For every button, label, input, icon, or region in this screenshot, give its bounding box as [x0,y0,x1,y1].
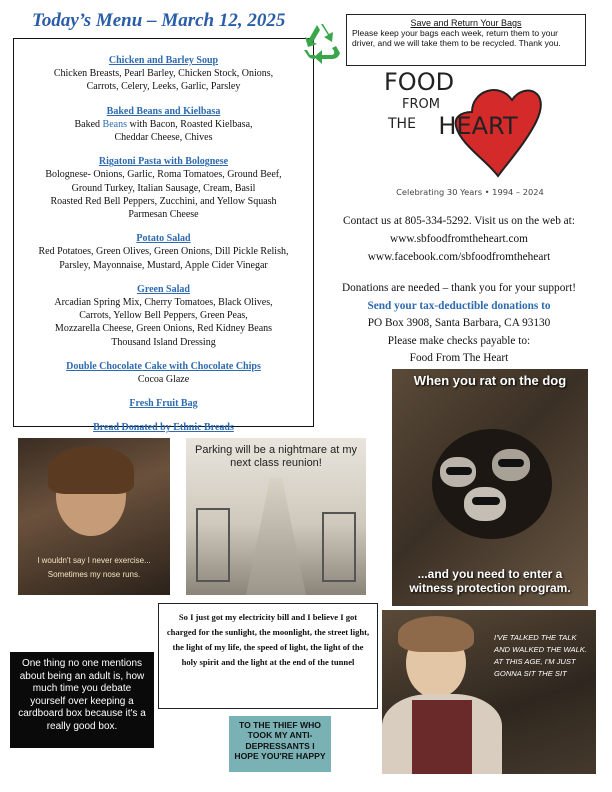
dish-desc: Carrots, Yellow Bell Peppers, Green Peas, [79,310,248,322]
facebook-link[interactable]: www.facebook.com/sbfoodfromtheheart [367,251,551,263]
donation-line: Donations are needed – thank you for your support! [341,282,577,294]
dish-desc: Chicken Breasts, Pearl Barley, Chicken Stock, Onions, [53,68,274,80]
dish-name: Bread Donated by Ethnic Breads [93,422,234,434]
menu-item [14,397,313,410]
dish-name: Chicken and Barley Soup [108,55,219,66]
cardboard-text: One thing no one mentions about being an adult is, how much time you debate yourself over keeping a cardboard box because it's a really good box. [18,658,146,732]
food-from-the-heart-logo [380,64,560,200]
dish-desc: Mozzarella Cheese, Green Onions, Red Kidney Beans [54,323,273,335]
dish-desc: Bolognese- Onions, Garlic, Roma Tomatoes, Ground Beef, [45,169,282,181]
queen-meme [382,610,596,774]
donation-info [316,280,602,368]
logo-food: FOOD [384,68,455,96]
contact-info [326,212,592,266]
menu-item [14,105,313,145]
parking-meme [186,438,366,595]
cardboard-meme [10,652,154,748]
dish-desc: Arcadian Spring Mix, Cherry Tomatoes, Black Olives, [54,297,273,309]
menu-box [13,38,314,434]
donation-line: Please make checks payable to: [387,334,531,347]
lady-meme [18,438,170,595]
donation-payee: Food From The Heart [409,352,509,365]
page-title: Today’s Menu – March 12, 2025 [32,10,286,31]
highlight-word: Beans [102,118,127,130]
logo-from: FROM [402,97,440,112]
recycle-icon [298,20,344,66]
menu-item [14,421,313,434]
dish-desc: Baked Beans with Bacon, Roasted Kielbasa, [74,118,253,130]
dish-desc: Parsley, Mayonnaise, Mustard, Apple Cider Vinegar [59,259,268,271]
donation-address: PO Box 3908, Santa Barbara, CA 93130 [367,317,551,330]
queen-caption: I'VE TALKED THE TALK AND WALKED THE WALK. AT THIS AGE, I'M JUST GONNA SIT THE SIT [494,633,587,678]
menu-item [14,232,313,272]
dish-desc: Carrots, Celery, Leeks, Garlic, Parsley [86,81,241,93]
dish-desc: Thousand Island Dressing [111,336,216,348]
contact-line: Contact us at 805-334-5292. Visit us on the web at: [343,215,575,227]
bags-notice [346,14,586,66]
website-link[interactable]: www.sbfoodfromtheheart.com [390,233,528,245]
dish-name: Baked Beans and Kielbasa [106,105,221,117]
thief-meme [229,716,331,772]
dish-desc: Red Potatoes, Green Olives, Green Onions, Dill Pickle Relish, [38,246,289,258]
dish-name: Double Chocolate Cake with Chocolate Chips [66,360,261,372]
dish-desc: Ground Turkey, Italian Sausage, Cream, Basil [71,182,256,194]
lady-caption-2: Sometimes my nose runs. [47,570,141,579]
raccoon-bottom-caption: ...and you need to enter a witness protection program. [409,567,571,595]
menu-item [14,283,313,349]
raccoon-top-caption: When you rat on the dog [413,373,567,388]
menu-item [14,360,313,386]
parking-caption: Parking will be a nightmare at my next class reunion! [194,444,357,469]
dish-desc: Cocoa Glaze [137,374,190,386]
dish-name: Rigatoni Pasta with Bolognese [98,156,229,168]
dish-desc: Roasted Red Bell Peppers, Zucchini, and Yellow Squash [50,195,277,207]
raccoon-meme [392,369,588,606]
bags-heading: Save and Return Your Bags [410,18,522,28]
bags-body: Please keep your bags each week, return them to your driver, and we will take them to be recycled. Thank you. [352,28,561,48]
electricity-text: So I just got my electricity bill and I believe I got charged for the sunlight, the moonlight, the street light, the light of my life, the speed of light, the light of the holy spirit and the light at the end of the tunnel [166,612,370,667]
thief-text: TO THE THIEF WHO TOOK MY ANTI-DEPRESSANTS I HOPE YOU'RE HAPPY [234,720,326,762]
logo-the: THE [388,116,416,132]
menu-item [14,155,313,221]
dish-name: Potato Salad [136,233,191,245]
dish-desc: Parmesan Cheese [128,209,199,221]
dish-name: Green Salad [137,283,190,295]
donation-heading: Send your tax-deductible donations to [367,299,551,312]
dish-name: Fresh Fruit Bag [129,398,198,410]
logo-tagline: Celebrating 30 Years • 1994 – 2024 [396,187,544,197]
dish-desc: Cheddar Cheese, Chives [114,132,213,144]
electricity-joke [158,603,378,709]
lady-caption-1: I wouldn't say I never exercise... [37,556,151,565]
logo-heart-word: HEART [438,112,518,140]
menu-item [14,54,313,94]
